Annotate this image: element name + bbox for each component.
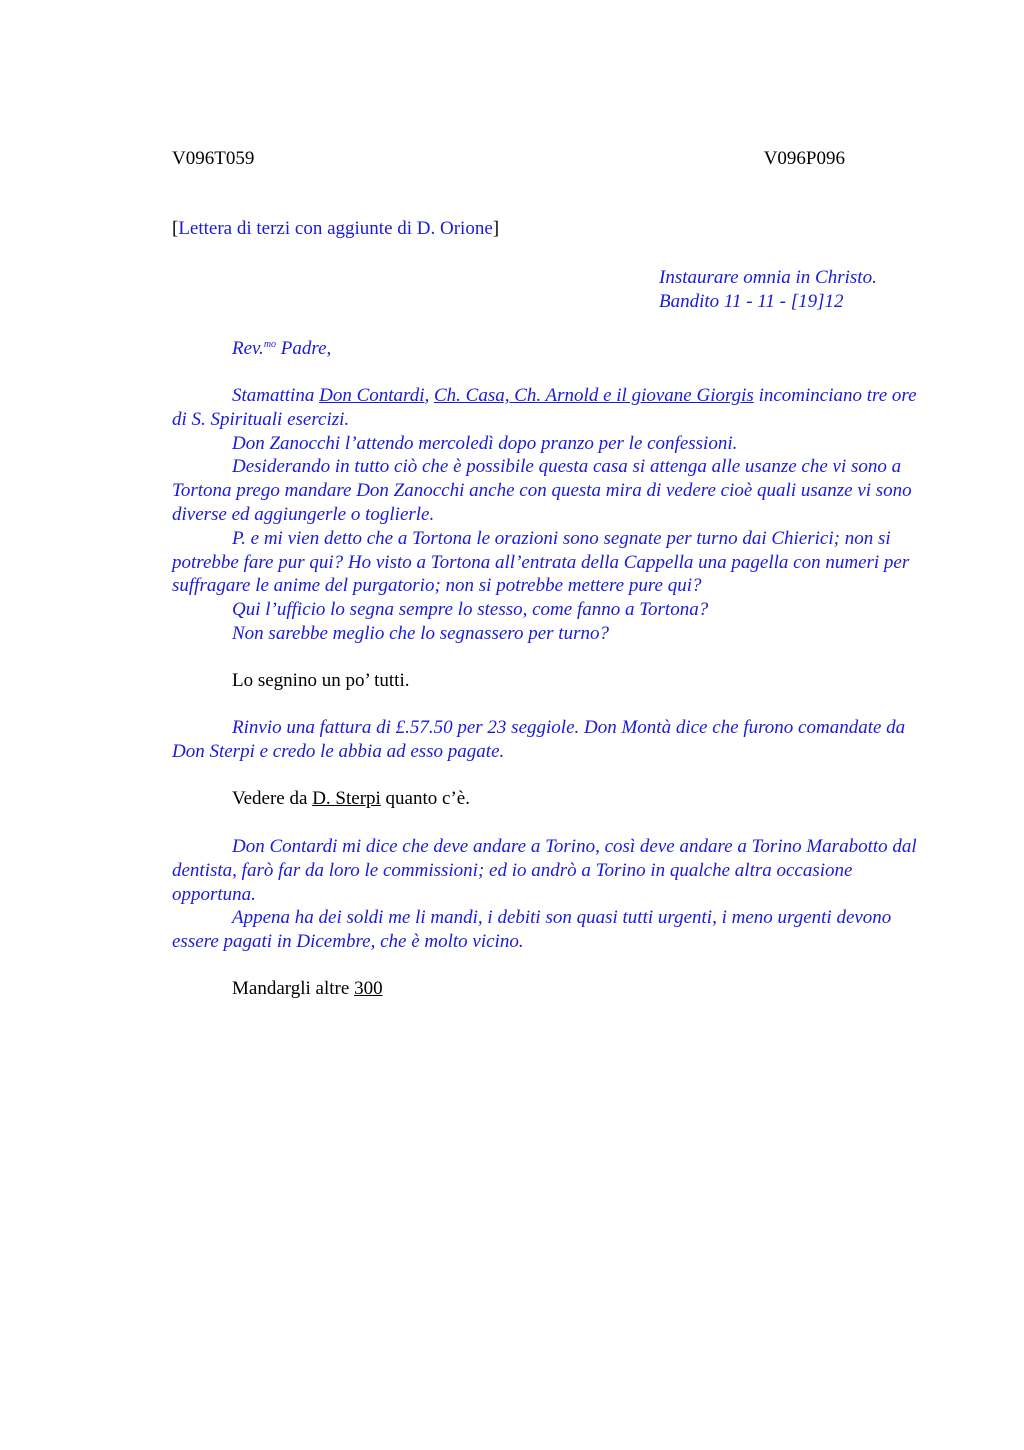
orione-note-1: Lo segnino un po’ tutti. [232, 670, 410, 691]
names-underlined: Ch. Casa, Ch. Arnold e il giovane Giorgis [433, 385, 754, 406]
motto: Instaurare omnia in Christo. [659, 267, 877, 288]
title-close-bracket: ] [492, 218, 500, 239]
letter-paragraph: Rinvio una fattura di £.57.50 per 23 seggiole. Don Montà dice che furono comandate da Don Sterpi e credo le abbia ad esso pagate. [172, 717, 906, 762]
letter-paragraph: Stamattina Don Contardi, Ch. Casa, Ch. Arnold e il giovane Giorgis incominciano tre ore di S. Spirituali esercizi. [172, 385, 917, 430]
letter-body-2 [172, 716, 920, 764]
amount-underlined: 300 [354, 978, 383, 999]
letter-paragraph: Appena ha dei soldi me li mandi, i debiti son quasi tutti urgenti, i meno urgenti devono essere pagati in Dicembre, che è molto vicino. [172, 907, 892, 953]
title-text: Lettera di terzi con aggiunte di D. Orione [178, 218, 493, 239]
letter-paragraph: Don Zanocchi l’attendo mercoledì dopo pranzo per le confessioni. [232, 432, 738, 454]
code-left: V096T059 [172, 148, 255, 169]
place-date: Bandito 11 - 11 - [19]12 [659, 291, 844, 312]
letter-paragraph: P. e mi vien detto che a Tortona le orazioni sono segnate per turno dai Chierici; non si potrebbe fare pur qui? Ho visto a Tortona all’entrata della Cappella una pagella con numeri per suffragare le anime del purgatorio; non si potrebbe mettere pure qui? [172, 527, 910, 597]
name-underlined: Don Contardi [319, 385, 425, 406]
orione-note-3: Mandargli altre 300 [232, 978, 383, 999]
letter-paragraph: Don Contardi mi dice che deve andare a Torino, così deve andare a Torino Marabotto dal dentista, farò far da loro le commissioni; ed io andrò a Torino in qualche altra occasione opportuna. [172, 836, 917, 905]
document-header [172, 147, 845, 170]
letter-body-3 [172, 835, 920, 954]
motto-and-date [659, 266, 877, 314]
document-title [172, 217, 499, 240]
title-open-bracket: [ [172, 218, 179, 239]
letter-paragraph: Non sarebbe meglio che lo segnassero per turno? [232, 622, 609, 644]
name-underlined: D. Sterpi [312, 788, 381, 809]
orione-note-2: Vedere da D. Sterpi quanto c’è. [232, 788, 470, 809]
letter-paragraph: Qui l’ufficio lo segna sempre lo stesso, come fanno a Tortona? [232, 599, 709, 621]
code-right: V096P096 [763, 148, 845, 169]
letter-paragraph: Desiderando in tutto ciò che è possibile questa casa si attenga alle usanze che vi sono a Tortona prego mandare Don Zanocchi anche con questa mira di vedere cioè quali usanze vi sono diverse ed aggiungerle o toglierle. [172, 456, 912, 525]
letter-body-1 [172, 384, 920, 646]
greeting: Rev.$^{mo}$ Padre, [232, 338, 332, 359]
